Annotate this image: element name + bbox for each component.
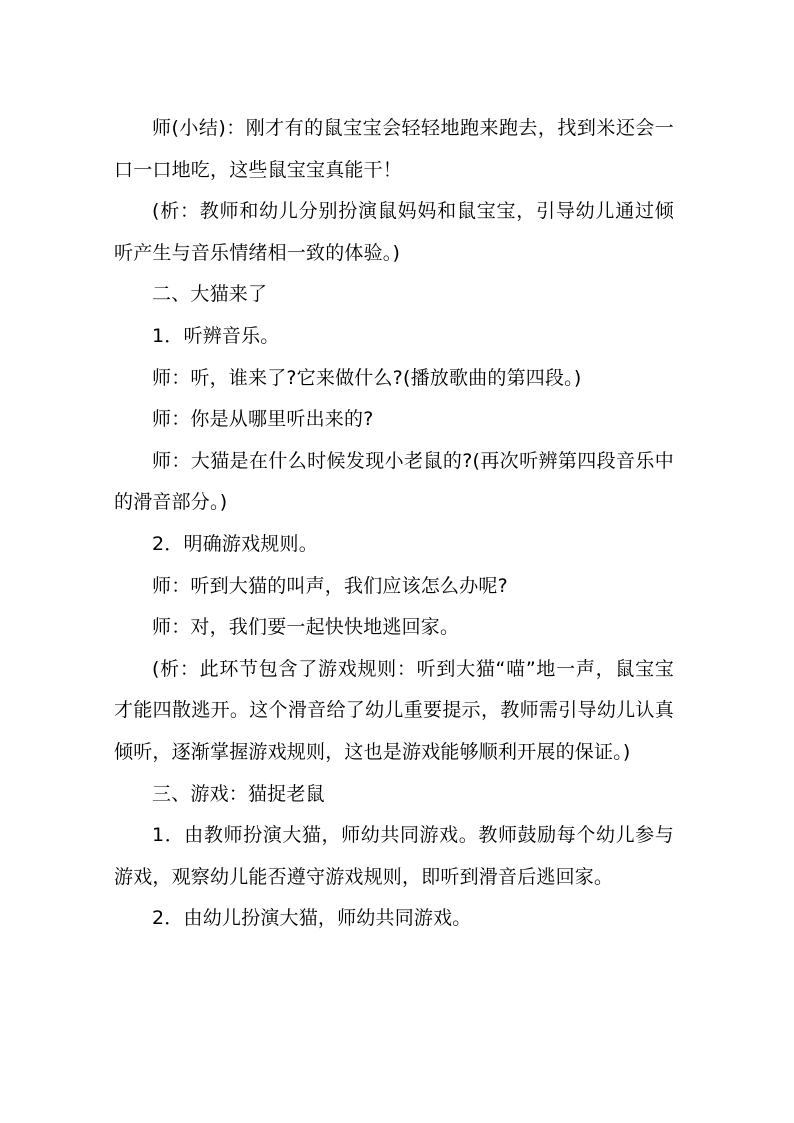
document-body [114, 108, 674, 940]
paragraph-teacher-question-2: 师：你是从哪里听出来的? [152, 408, 374, 431]
paragraph-teacher-answer: 师：对，我们要一起快快地逃回家。 [152, 616, 460, 639]
section-heading-game: 三、游戏：猫捉老鼠 [152, 782, 325, 805]
paragraph-summary: 师(小结)：刚才有的鼠宝宝会轻轻地跑来跑去，找到米还会一口一口地吃，这些鼠宝宝真能干！ [114, 117, 674, 181]
step-game-rules: 2．明确游戏规则。 [152, 532, 318, 555]
paragraph-teacher-question-4: 师：听到大猫的叫声，我们应该怎么办呢? [152, 574, 508, 597]
paragraph-teacher-question-1: 师：听，谁来了?它来做什么?(播放歌曲的第四段。) [152, 366, 582, 389]
step-teacher-plays-cat: 1．由教师扮演大猫，师幼共同游戏。教师鼓励每个幼儿参与游戏，观察幼儿能否遵守游戏规则，即听到滑音后逃回家。 [114, 824, 674, 888]
step-child-plays-cat: 2．由幼儿扮演大猫，师幼共同游戏。 [152, 907, 472, 930]
section-heading-big-cat: 二、大猫来了 [152, 283, 268, 306]
paragraph-teacher-question-3: 师：大猫是在什么时候发现小老鼠的?(再次听辨第四段音乐中的滑音部分。) [114, 449, 674, 514]
paragraph-analysis-1: (析：教师和幼儿分别扮演鼠妈妈和鼠宝宝，引导幼儿通过倾听产生与音乐情绪相一致的体验。) [114, 200, 674, 264]
paragraph-analysis-2: (析：此环节包含了游戏规则：听到大猫“喵”地一声，鼠宝宝才能四散逃开。这个滑音给了幼儿重要提示，教师需引导幼儿认真倾听，逐渐掌握游戏规则，这也是游戏能够顺利开展的保证。) [114, 657, 674, 763]
step-listen-music: 1．听辨音乐。 [152, 324, 280, 347]
